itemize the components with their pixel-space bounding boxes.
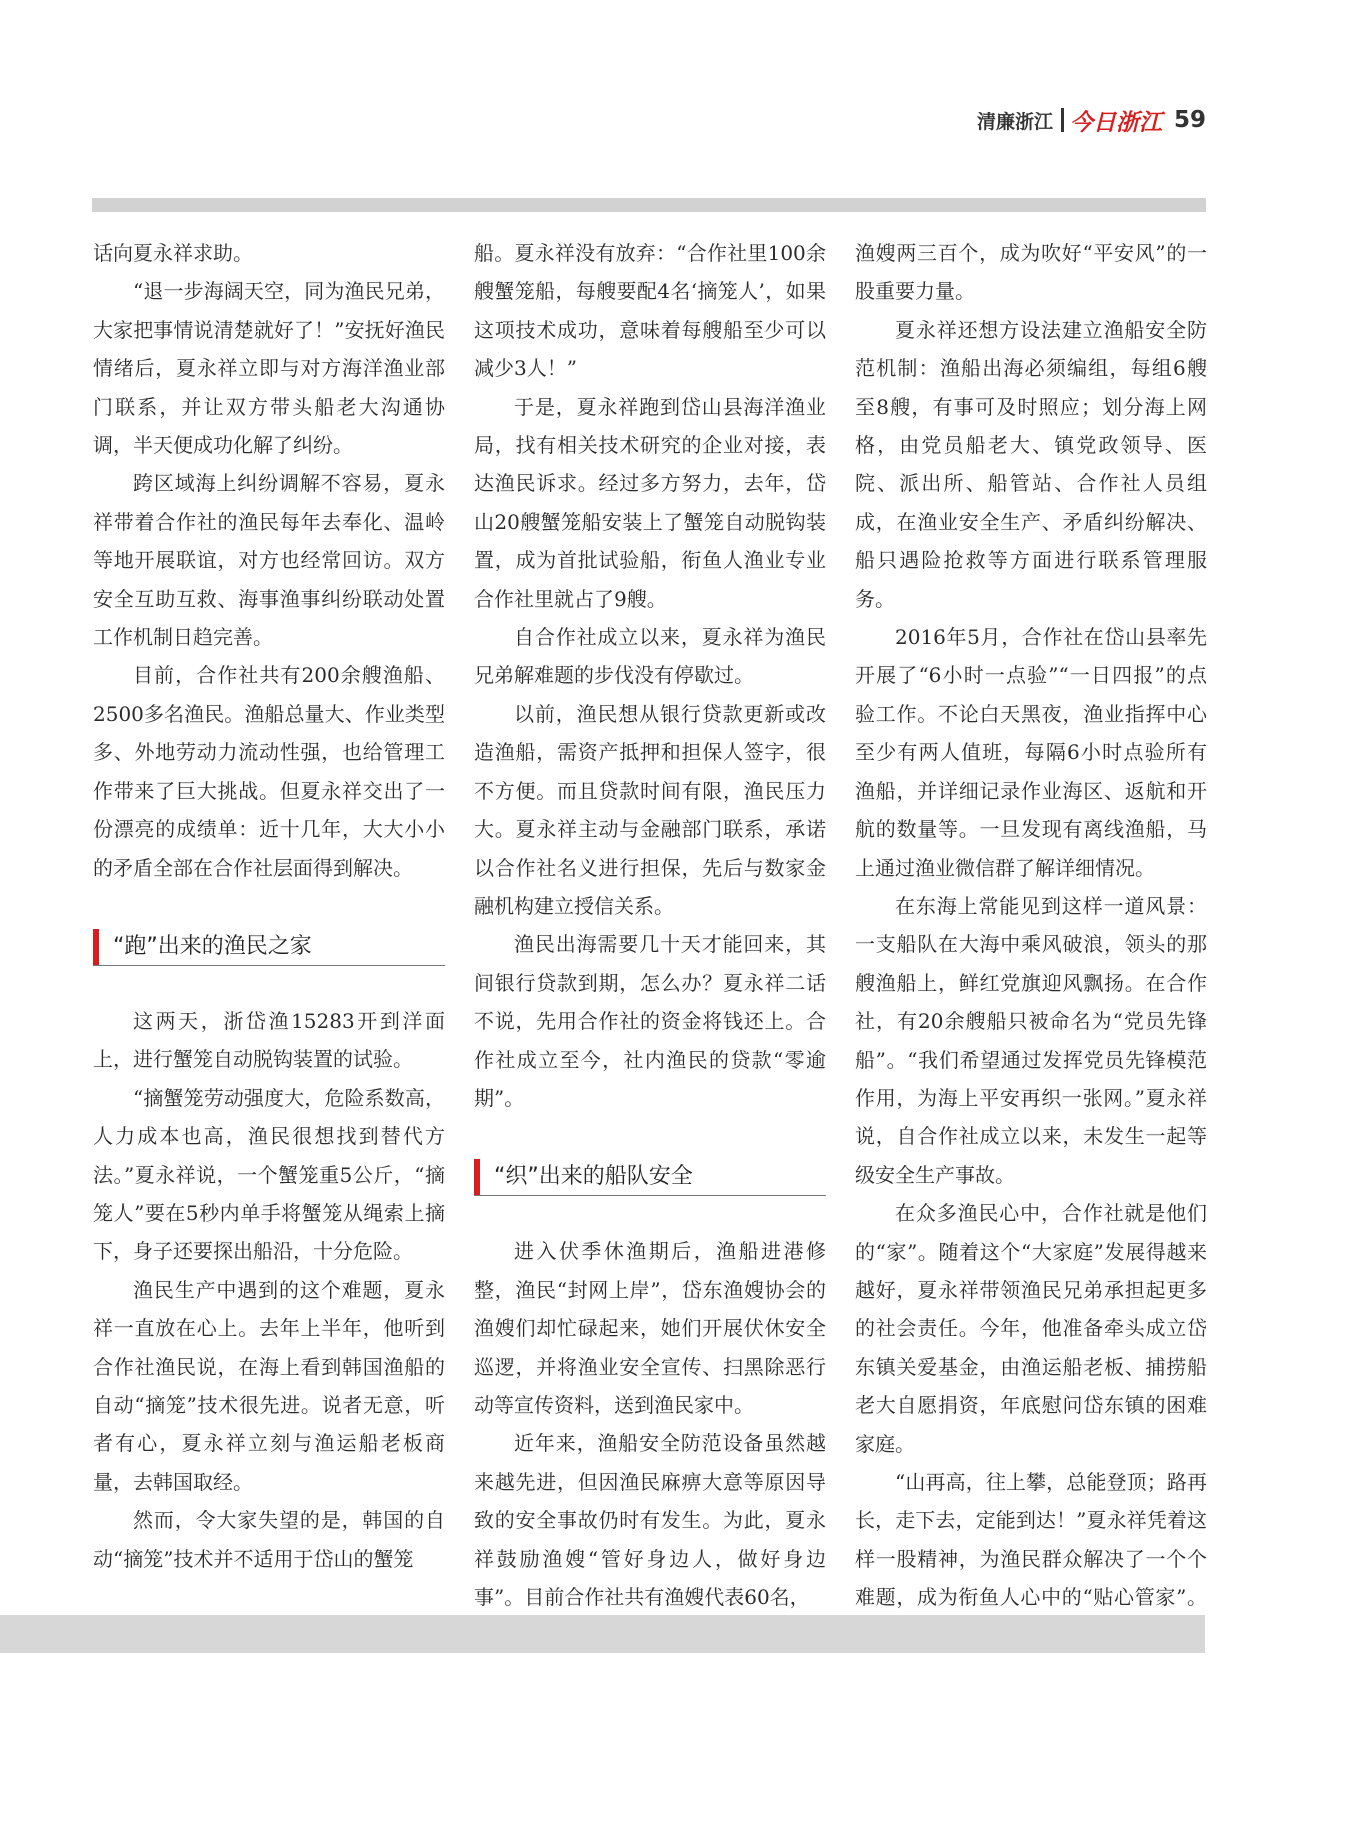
- bottom-divider-band: [0, 1615, 1205, 1653]
- paragraph: 这两天，浙岱渔15283开到洋面上，进行蟹笼自动脱钩装置的试验。: [93, 1008, 445, 1072]
- heading-marker: [93, 929, 99, 965]
- paragraph: 夏永祥还想方设法建立渔船安全防范机制：渔船出海必须编组，每组6艘至8艘，有事可及时照应；划分海上网格，由党员船老大、镇党政领导、医院、派出所、船管站、合作社人员组成，在渔业安全生产、矛盾纠纷解决、船只遇险抢救等方面进行联系管理服务。: [855, 317, 1207, 611]
- top-divider-band: [92, 198, 1206, 212]
- paragraph: 2016年5月，合作社在岱山县率先开展了“6小时一点验”“一日四报”的点验工作。不论白天黑夜，渔业指挥中心至少有两人值班，每隔6小时点验所有渔船，并详细记录作业海区、返航和开航的数量等。一旦发现有离线渔船，马上通过渔业微信群了解详细情况。: [855, 625, 1207, 880]
- column-3: [855, 234, 1207, 1655]
- paragraph: 进入伏季休渔期后，渔船进港修整，渔民“封网上岸”，岱东渔嫂协会的渔嫂们却忙碌起来，她们开展伏休安全巡逻，并将渔业安全宣传、扫黑除恶行动等宣传资料，送到渔民家中。: [474, 1239, 826, 1417]
- paragraph: 在东海上常能见到这样一道风景：一支船队在大海中乘风破浪，领头的那艘渔船上，鲜红党旗迎风飘扬。在合作社，有20余艘船只被命名为“党员先锋船”。“我们希望通过发挥党员先锋模范作用，为海上平安再织一张网。”夏永祥说，自合作社成立以来，未发生一起等级安全生产事故。: [855, 893, 1207, 1187]
- column-1: [93, 234, 445, 1578]
- paragraph: 话向夏永祥求助。: [93, 241, 253, 265]
- paragraph-final-text: “山再高，往上攀，总能登顶；路再长，走下去，定能到达！”夏永祥凭着这样一股精神，为渔民群众解决了一个个难题，成为衔鱼人心中的“贴心管家”。: [855, 1470, 1207, 1610]
- paragraph: “摘蟹笼劳动强度大，危险系数高，人力成本也高，渔民很想找到替代方法。”夏永祥说，一个蟹笼重5公斤，“摘笼人”要在5秒内单手将蟹笼从绳索上摘下，身子还要探出船沿，十分危险。: [93, 1085, 445, 1264]
- paragraph: 自合作社成立以来，夏永祥为渔民兄弟解难题的步伐没有停歇过。: [474, 625, 826, 688]
- header-divider: [1061, 108, 1064, 132]
- section-heading: [93, 929, 445, 966]
- paragraph: 跨区域海上纠纷调解不容易，夏永祥带着合作社的渔民每年去奉化、温岭等地开展联谊，对方也经常回访。双方安全互助互救、海事渔事纠纷联动处置工作机制日趋完善。: [93, 471, 445, 650]
- section-heading-text: “织”出来的船队安全: [494, 1164, 693, 1190]
- paragraph: 以前，渔民想从银行贷款更新或改造渔船，需资产抵押和担保人签字，很不方便。而且贷款时间有限，渔民压力大。夏永祥主动与金融部门联系，承诺以合作社名义进行担保，先后与数家金融机构建立授信关系。: [474, 701, 826, 918]
- section-name: 清廉浙江: [976, 110, 1053, 133]
- page-number: 59: [1173, 107, 1206, 133]
- magazine-logo: 今日浙江: [1069, 108, 1162, 136]
- paragraph: 渔民生产中遇到的这个难题，夏永祥一直放在心上。去年上半年，他听到合作社渔民说，在海上看到韩国渔船的自动“摘笼”技术很先进。说者无意，听者有心，夏永祥立刻与渔运船老板商量，去韩国取经。: [93, 1277, 445, 1494]
- paragraph: 目前，合作社共有200余艘渔船、2500多名渔民。渔船总量大、作业类型多、外地劳动力流动性强，也给管理工作带来了巨大挑战。但夏永祥交出了一份漂亮的成绩单：近十几年，大大小小的矛盾全部在合作社层面得到解决。: [93, 663, 445, 880]
- section-heading-text: “跑”出来的渔民之家: [113, 933, 312, 959]
- heading-marker: [474, 1159, 480, 1195]
- section-heading: [474, 1159, 826, 1196]
- paragraph: 然而，令大家失望的是，韩国的自动“摘笼”技术并不适用于岱山的蟹笼: [93, 1508, 445, 1571]
- paragraph: 渔民出海需要几十天才能回来，其间银行贷款到期，怎么办？夏永祥二话不说，先用合作社的资金将钱还上。合作社成立至今，社内渔民的贷款“零逾期”。: [474, 932, 826, 1110]
- paragraph: 近年来，渔船安全防范设备虽然越来越先进，但因渔民麻痹大意等原因导致的安全事故仍时有发生。为此，夏永祥鼓励渔嫂“管好身边人，做好身边事”。目前合作社共有渔嫂代表60名，: [474, 1431, 826, 1609]
- paragraph: 在众多渔民心中，合作社就是他们的“家”。随着这个“大家庭”发展得越来越好，夏永祥带领渔民兄弟承担起更多的社会责任。今年，他准备牵头成立岱东镇关爱基金，由渔运船老板、捕捞船老大自愿捐资，年底慰问岱东镇的困难家庭。: [855, 1201, 1207, 1456]
- page-header: [977, 100, 1206, 140]
- paragraph: 渔嫂两三百个，成为吹好“平安风”的一股重要力量。: [855, 241, 1207, 304]
- paragraph: “退一步海阔天空，同为渔民兄弟，大家把事情说清楚就好了！”安抚好渔民情绪后，夏永祥立即与对方海洋渔业部门联系，并让双方带头船老大沟通协调，半天便成功化解了纠纷。: [93, 279, 445, 458]
- column-2: [474, 234, 826, 1616]
- paragraph: 于是，夏永祥跑到岱山县海洋渔业局，找有相关技术研究的企业对接，表达渔民诉求。经过多方努力，去年，岱山20艘蟹笼船安装上了蟹笼自动脱钩装置，成为首批试验船，衔鱼人渔业专业合作社里就占了9艘。: [474, 394, 826, 611]
- paragraph: 船。夏永祥没有放弃：“合作社里100余艘蟹笼船，每艘要配4名‘摘笼人’，如果这项技术成功，意味着每艘船至少可以减少3人！”: [474, 241, 826, 381]
